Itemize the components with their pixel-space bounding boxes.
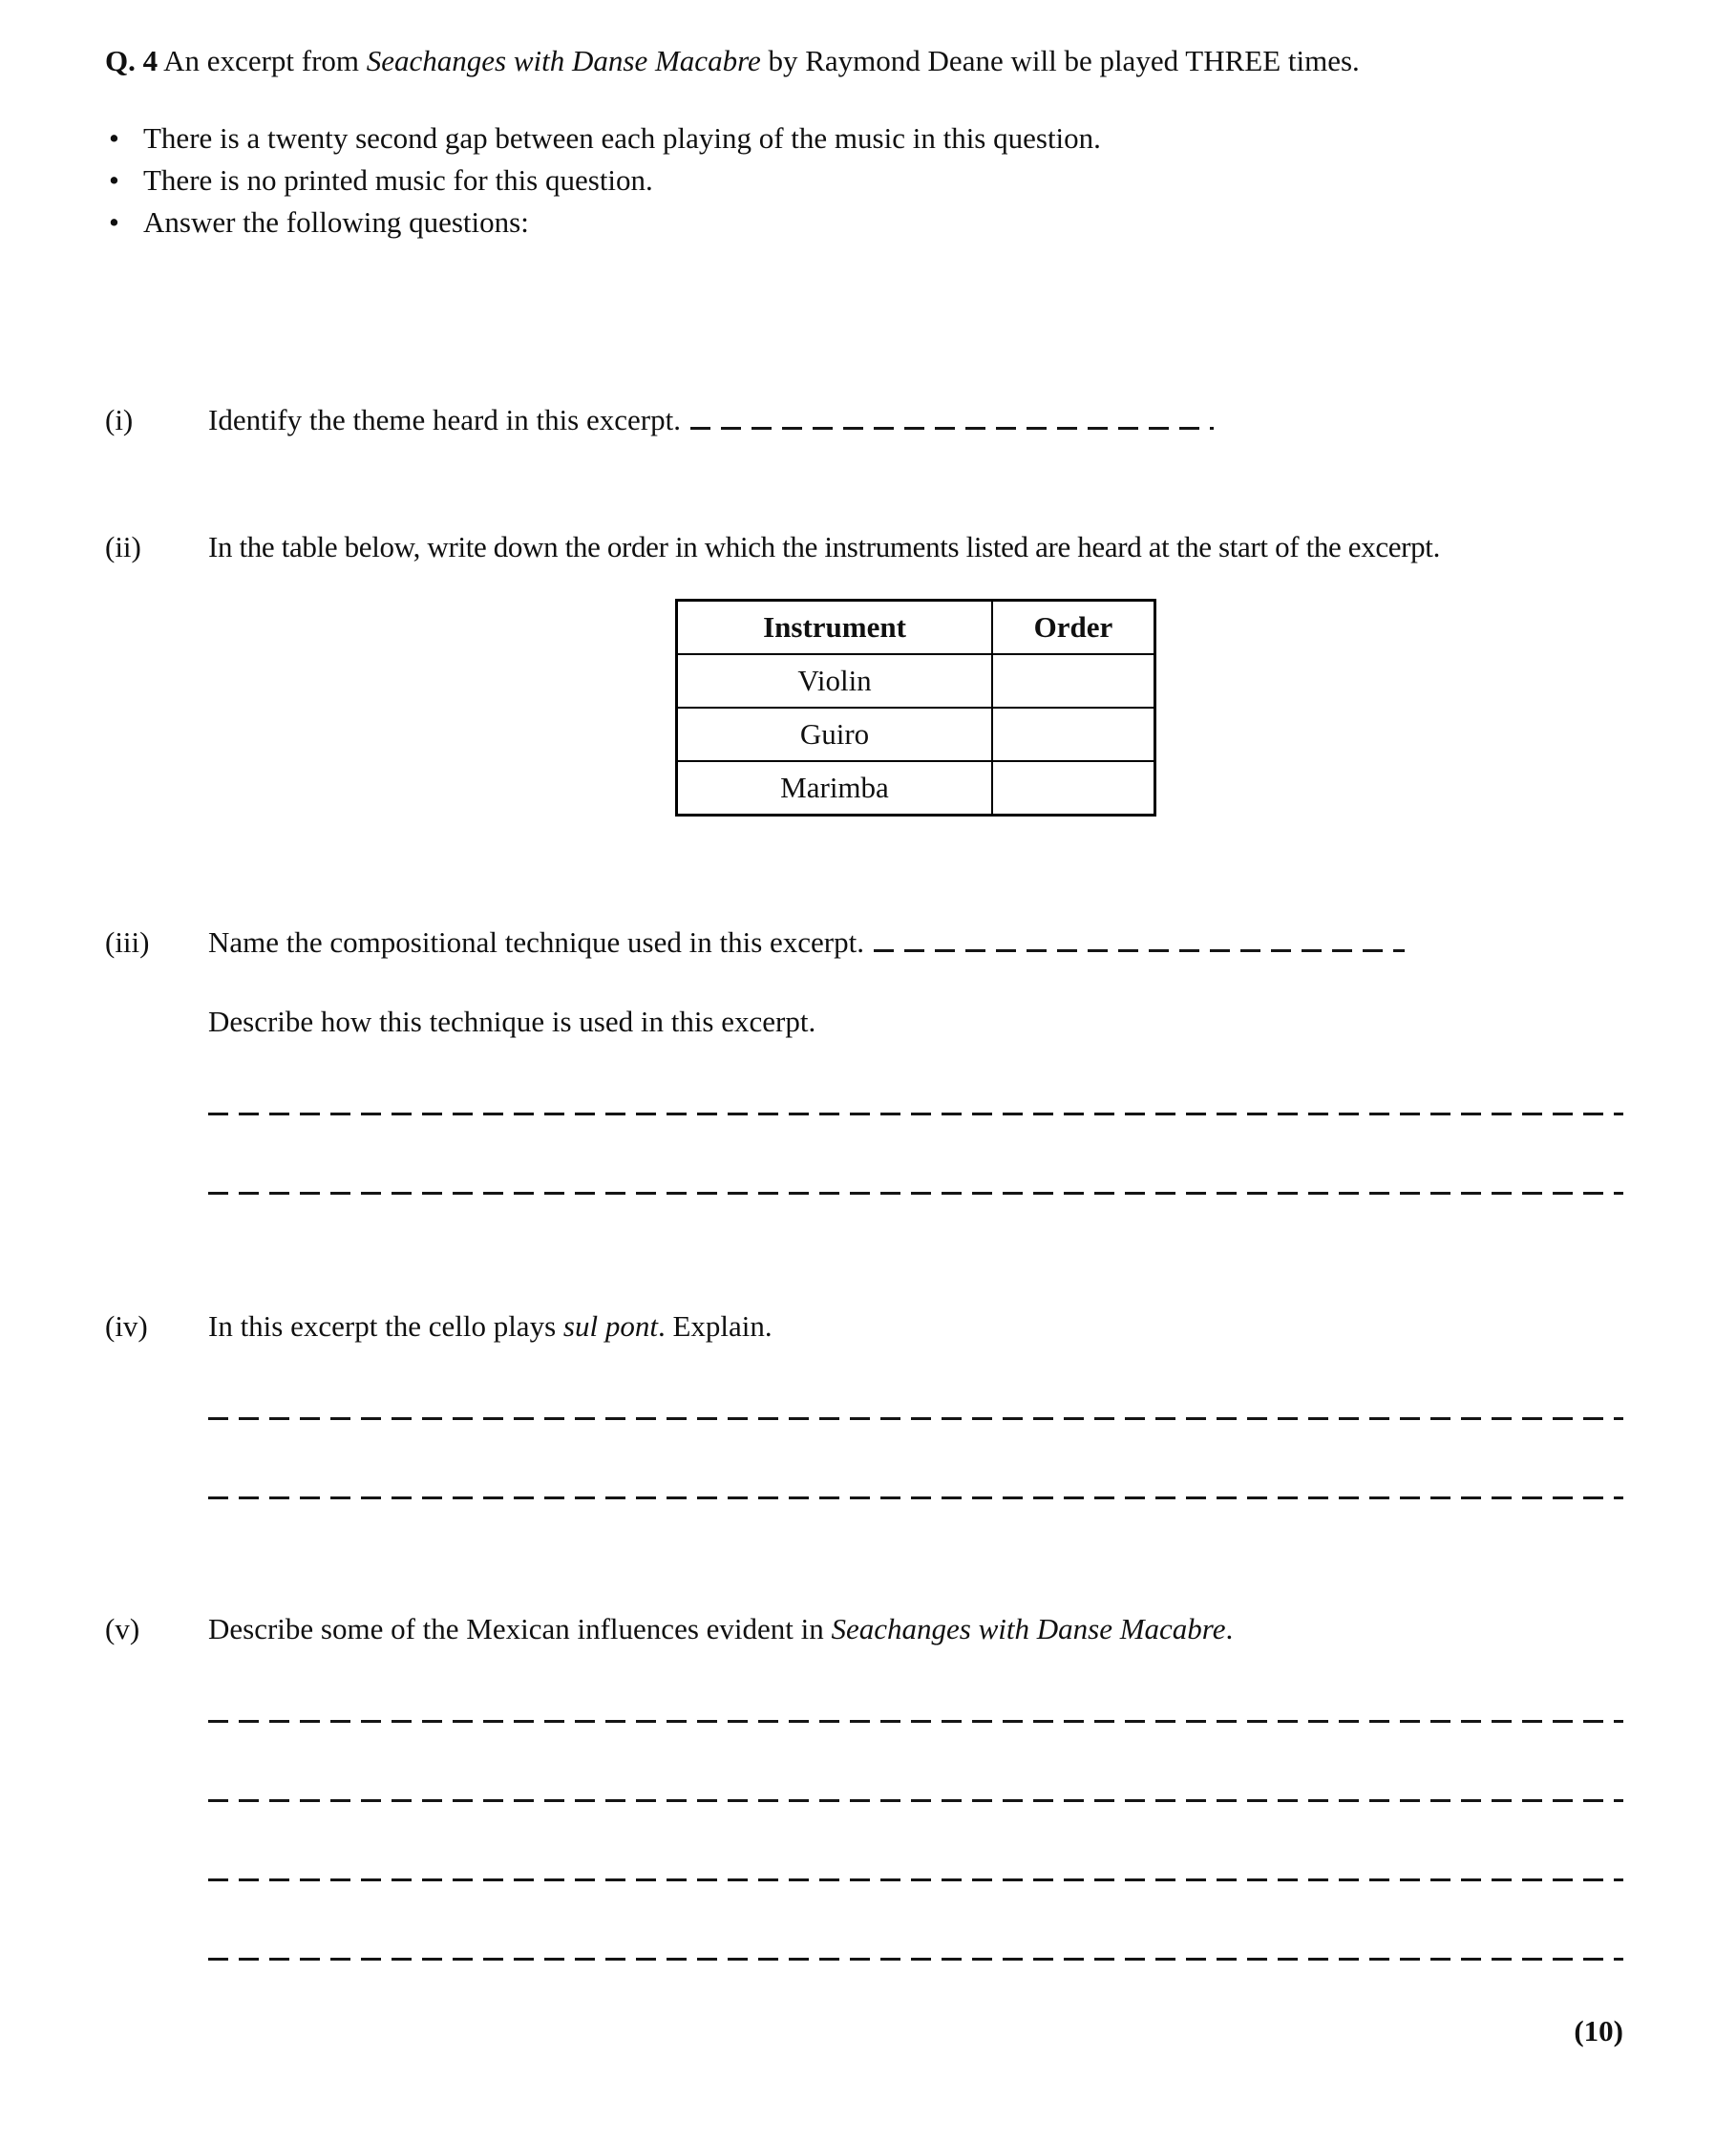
table-header-row xyxy=(677,601,1155,655)
answer-blank-theme xyxy=(690,427,1214,430)
table-header-order: Order xyxy=(992,601,1155,655)
part-v-work-title: Seachanges with Danse Macabre xyxy=(831,1612,1226,1646)
part-iii-text: Name the compositional technique used in this excerpt. xyxy=(208,925,864,960)
bullet-item-no-printed-music xyxy=(105,161,1623,201)
part-iv-term: sul pont xyxy=(562,1309,658,1344)
answer-line xyxy=(208,1720,1623,1723)
intro-text-post: by Raymond Deane will be played THREE times. xyxy=(760,44,1360,77)
table-row xyxy=(677,654,1155,708)
table-row xyxy=(677,761,1155,816)
bullet-item-answer-following xyxy=(105,203,1623,243)
part-v xyxy=(105,1610,1623,1961)
answer-line xyxy=(208,1417,1623,1420)
order-answer-cell xyxy=(992,708,1155,761)
part-iv-line xyxy=(208,1307,1623,1347)
instruction-bullets xyxy=(105,119,1623,243)
part-iv-text-pre: In this excerpt the cello plays xyxy=(208,1309,563,1344)
part-i-label: (i) xyxy=(105,402,134,436)
bullet-text-answer-following: Answer the following questions: xyxy=(143,204,529,239)
marks-label: (10) xyxy=(1574,2014,1623,2048)
order-answer-cell xyxy=(992,654,1155,708)
part-iii-subtext: Describe how this technique is used in this excerpt. xyxy=(208,1005,816,1039)
part-v-label: (v) xyxy=(105,1612,140,1646)
part-i-text: Identify the theme heard in this excerpt. xyxy=(208,402,681,436)
instrument-cell-marimba: Marimba xyxy=(677,761,993,816)
part-v-line xyxy=(208,1610,1623,1649)
part-v-text-pre: Describe some of the Mexican influences evident in xyxy=(208,1612,832,1646)
part-iii-body xyxy=(208,923,1623,1195)
bullet-text-no-printed-music: There is no printed music for this question. xyxy=(143,162,653,197)
part-ii-text: In the table below, write down the order in which the instruments listed are heard at the start of the excerpt. xyxy=(208,529,1440,563)
bullet-item-gap xyxy=(105,119,1623,159)
instrument-cell-guiro: Guiro xyxy=(677,708,993,761)
part-ii-label: (ii) xyxy=(105,529,141,563)
part-iv-text-post: . Explain. xyxy=(657,1309,773,1344)
answer-blank-technique xyxy=(874,949,1405,952)
answer-line xyxy=(208,1192,1623,1195)
intro-text-pre: An excerpt from xyxy=(158,44,367,77)
answer-line xyxy=(208,1799,1623,1802)
part-iv-body xyxy=(208,1307,1623,1499)
table-row xyxy=(677,708,1155,761)
work-title: Seachanges with Danse Macabre xyxy=(366,44,761,77)
answer-line xyxy=(208,1958,1623,1961)
part-v-text-post: . xyxy=(1225,1612,1234,1646)
order-answer-cell xyxy=(992,761,1155,816)
part-iv xyxy=(105,1307,1623,1499)
table-header-instrument: Instrument xyxy=(677,601,993,655)
bullet-marker: • xyxy=(109,120,119,155)
answer-line xyxy=(208,1496,1623,1499)
part-iii xyxy=(105,923,1623,1195)
answer-line xyxy=(208,1878,1623,1881)
part-i-body xyxy=(208,401,1623,440)
part-ii xyxy=(105,528,1623,817)
instrument-order-table xyxy=(675,599,1156,817)
part-v-body xyxy=(208,1610,1623,1961)
part-ii-body xyxy=(208,528,1623,817)
question-number: Q. 4 xyxy=(105,44,159,77)
part-i xyxy=(105,401,1623,440)
instrument-cell-violin: Violin xyxy=(677,654,993,708)
bullet-marker: • xyxy=(109,162,119,197)
part-iii-line xyxy=(208,923,1623,963)
part-iv-label: (iv) xyxy=(105,1309,148,1344)
question-intro xyxy=(105,42,1623,81)
part-iii-label: (iii) xyxy=(105,925,150,960)
answer-line xyxy=(208,1113,1623,1115)
bullet-marker: • xyxy=(109,204,119,239)
bullet-text-gap: There is a twenty second gap between each playing of the music in this question. xyxy=(143,120,1101,155)
